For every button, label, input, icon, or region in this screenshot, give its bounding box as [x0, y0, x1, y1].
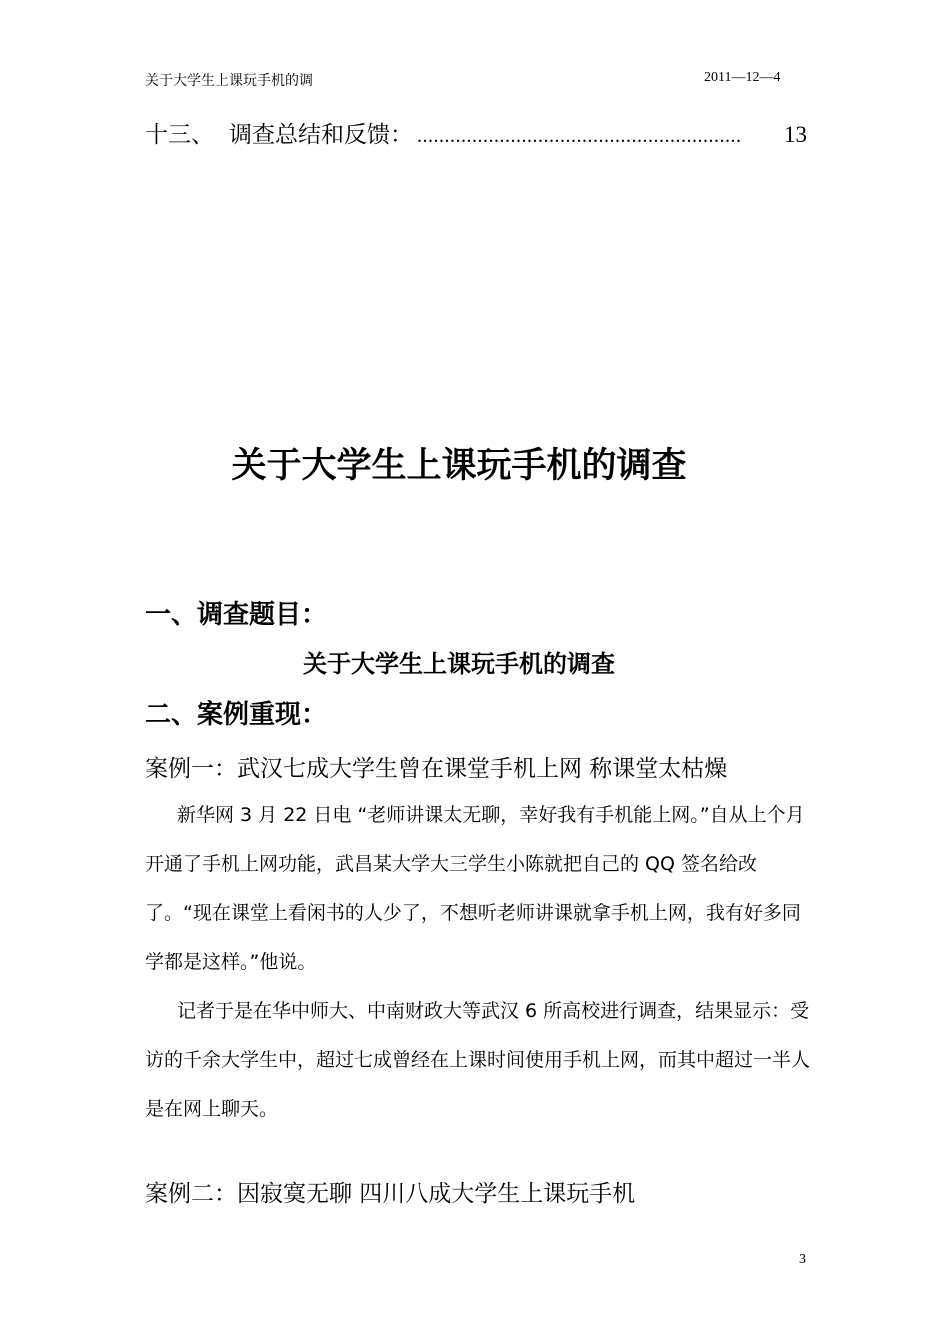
- toc-leader-dots: ...........................................................: [417, 125, 742, 147]
- case2-title: 案例二：因寂寞无聊 四川八成大学生上课玩手机: [145, 1181, 636, 1207]
- header-date: 2011—12—4: [704, 70, 781, 85]
- case1-paragraph-2: 记者于是在华中师大、中南财政大等武汉 6 所高校进行调查，结果显示：受访的千余大学生中，超过七成曾经在上课时间使用手机上网，而其中超过一半人是在网上聊天。: [145, 1000, 811, 1120]
- toc-page-number: 13: [784, 122, 807, 147]
- document-title: 关于大学生上课玩手机的调查: [231, 446, 687, 486]
- section-heading-topic: 一、调查题目：: [145, 600, 328, 630]
- case1-title: 案例一：武汉七成大学生曾在课堂手机上网 称课堂太枯燥: [145, 756, 728, 782]
- case1-paragraph-1: 新华网 3 月 22 日电 “老师讲课太无聊，幸好我有手机能上网。”自从上个月开通了手机上网功能，武昌某大学大三学生小陈就把自己的 QQ 签名给改了。“现在课堂上看闲书的人少了，不想听老师讲课就拿手机上网，我有好多同学都是这样。”他说。: [145, 804, 805, 973]
- survey-topic-title: 关于大学生上课玩手机的调查: [303, 650, 615, 678]
- header-title: 关于大学生上课玩手机的调: [145, 73, 313, 89]
- toc-entry[interactable]: [145, 116, 807, 149]
- toc-text: 调查总结和反馈：: [229, 122, 413, 148]
- toc-number: 十三、: [145, 122, 214, 148]
- page-number: 3: [799, 1252, 806, 1267]
- section-heading-cases: 二、案例重现：: [145, 700, 328, 730]
